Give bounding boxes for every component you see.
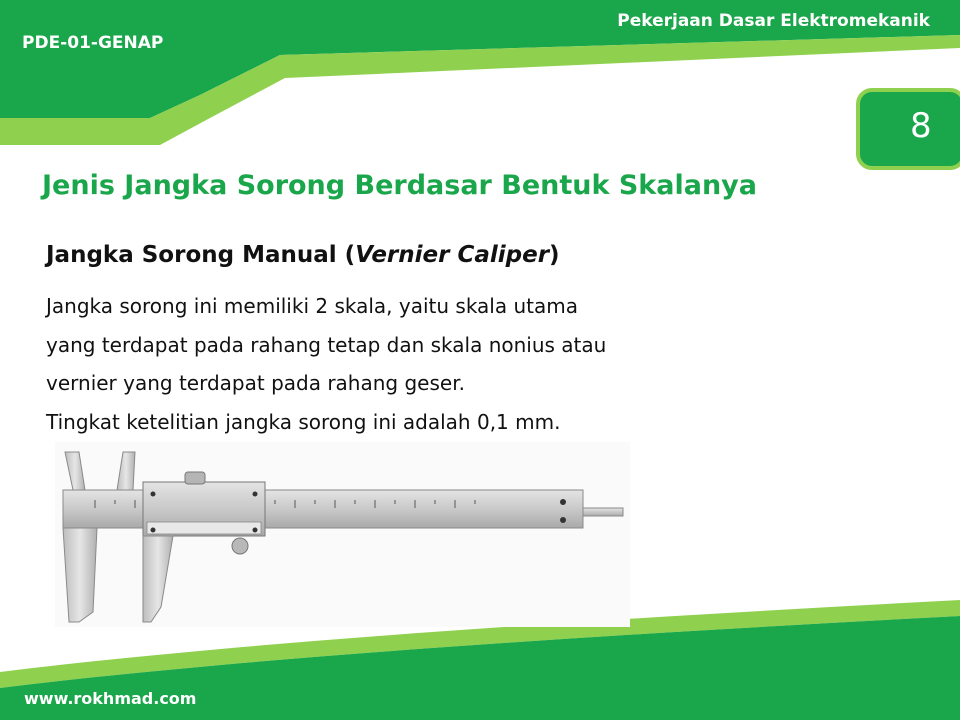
course-code: PDE-01-GENAP [22,33,164,53]
vernier-caliper-image [55,442,630,627]
body-line-2: yang terdapat pada rahang tetap dan skala nonius atau [46,332,607,357]
body-line-3: vernier yang terdapat pada rahang geser. [46,371,465,395]
header-title: Pekerjaan Dasar Elektromekanik [617,11,930,31]
body-line-4: Tingkat ketelitian jangka sorong ini adalah 0,1 mm. [46,409,561,434]
subtitle-prefix: Jangka Sorong Manual ( [46,242,356,268]
subtitle-italic: Vernier Caliper [355,242,550,268]
body-line-1: Jangka sorong ini memiliki 2 skala, yaitu skala utama [46,294,578,318]
page-number: 8 [910,106,932,146]
subtitle-suffix: ) [549,242,560,268]
section-subtitle [46,242,560,268]
body-paragraph [46,287,806,441]
slide-title: Jenis Jangka Sorong Berdasar Bentuk Skalanya [42,170,757,201]
page-number-badge [856,88,960,170]
footer-url: www.rokhmad.com [24,689,197,708]
